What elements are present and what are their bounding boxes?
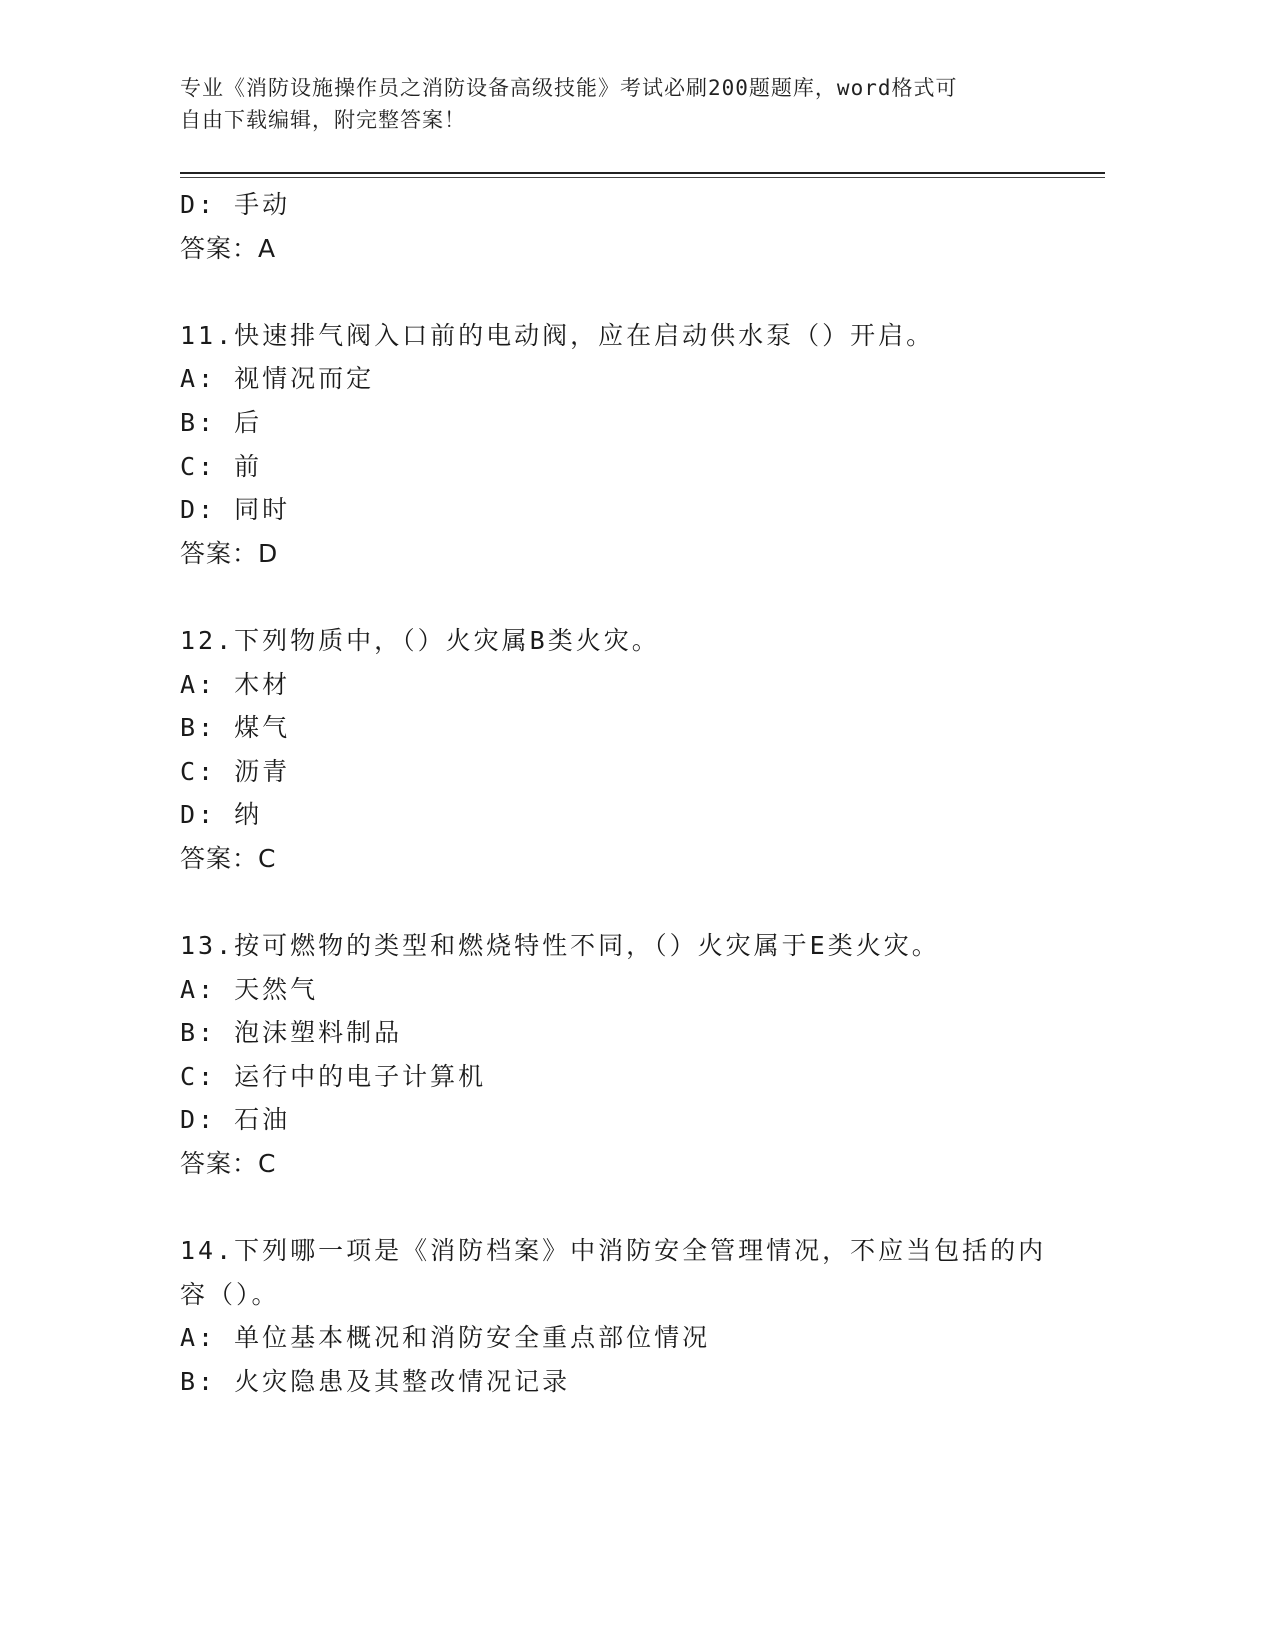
answer-line: 答案：C (180, 843, 277, 873)
answer-line: 答案：C (180, 1149, 277, 1179)
option-c: C: 沥青 (180, 756, 291, 786)
answer-line: 答案：A (180, 233, 277, 263)
question-12 (180, 619, 1080, 881)
option-d: D: 石油 (180, 1105, 291, 1135)
document-header (180, 72, 1040, 136)
header-divider-thick (180, 172, 1105, 174)
header-divider-thin (180, 177, 1105, 178)
option-c: C: 前 (180, 451, 263, 481)
option-d: D: 纳 (180, 800, 263, 830)
option-a: A: 单位基本概况和消防安全重点部位情况 (180, 1323, 711, 1353)
option-b: B: 后 (180, 407, 263, 437)
question-stem: 11.快速排气阀入口前的电动阀，应在启动供水泵（）开启。 (180, 320, 935, 350)
question-14 (180, 1229, 1080, 1403)
option-a: A: 木材 (180, 669, 291, 699)
question-13 (180, 924, 1080, 1186)
question-stem: 13.按可燃物的类型和燃烧特性不同，（）火灾属于E类火灾。 (180, 931, 940, 961)
answer-line: 答案：D (180, 538, 279, 568)
option-a: A: 视情况而定 (180, 364, 375, 394)
question-stem: 12.下列物质中，（）火灾属B类火灾。 (180, 625, 660, 655)
header-line-1: 专业《消防设施操作员之消防设备高级技能》考试必刷200题题库，word格式可 (180, 76, 958, 100)
question-list (180, 183, 1080, 1404)
question-11 (180, 314, 1080, 576)
option-b: B: 煤气 (180, 713, 291, 743)
question-stem-line-2: 容（）。 (180, 1279, 280, 1309)
option-b: B: 泡沫塑料制品 (180, 1018, 403, 1048)
option-a: A: 天然气 (180, 974, 319, 1004)
option-c: C: 运行中的电子计算机 (180, 1061, 487, 1091)
option-b: B: 火灾隐患及其整改情况记录 (180, 1367, 571, 1397)
question-stem-line-1: 14.下列哪一项是《消防档案》中消防安全管理情况，不应当包括的内 (180, 1236, 1047, 1266)
option-d: D: 同时 (180, 495, 291, 525)
option-d: D: 手动 (180, 190, 291, 219)
header-line-2: 自由下载编辑，附完整答案！ (180, 108, 466, 132)
